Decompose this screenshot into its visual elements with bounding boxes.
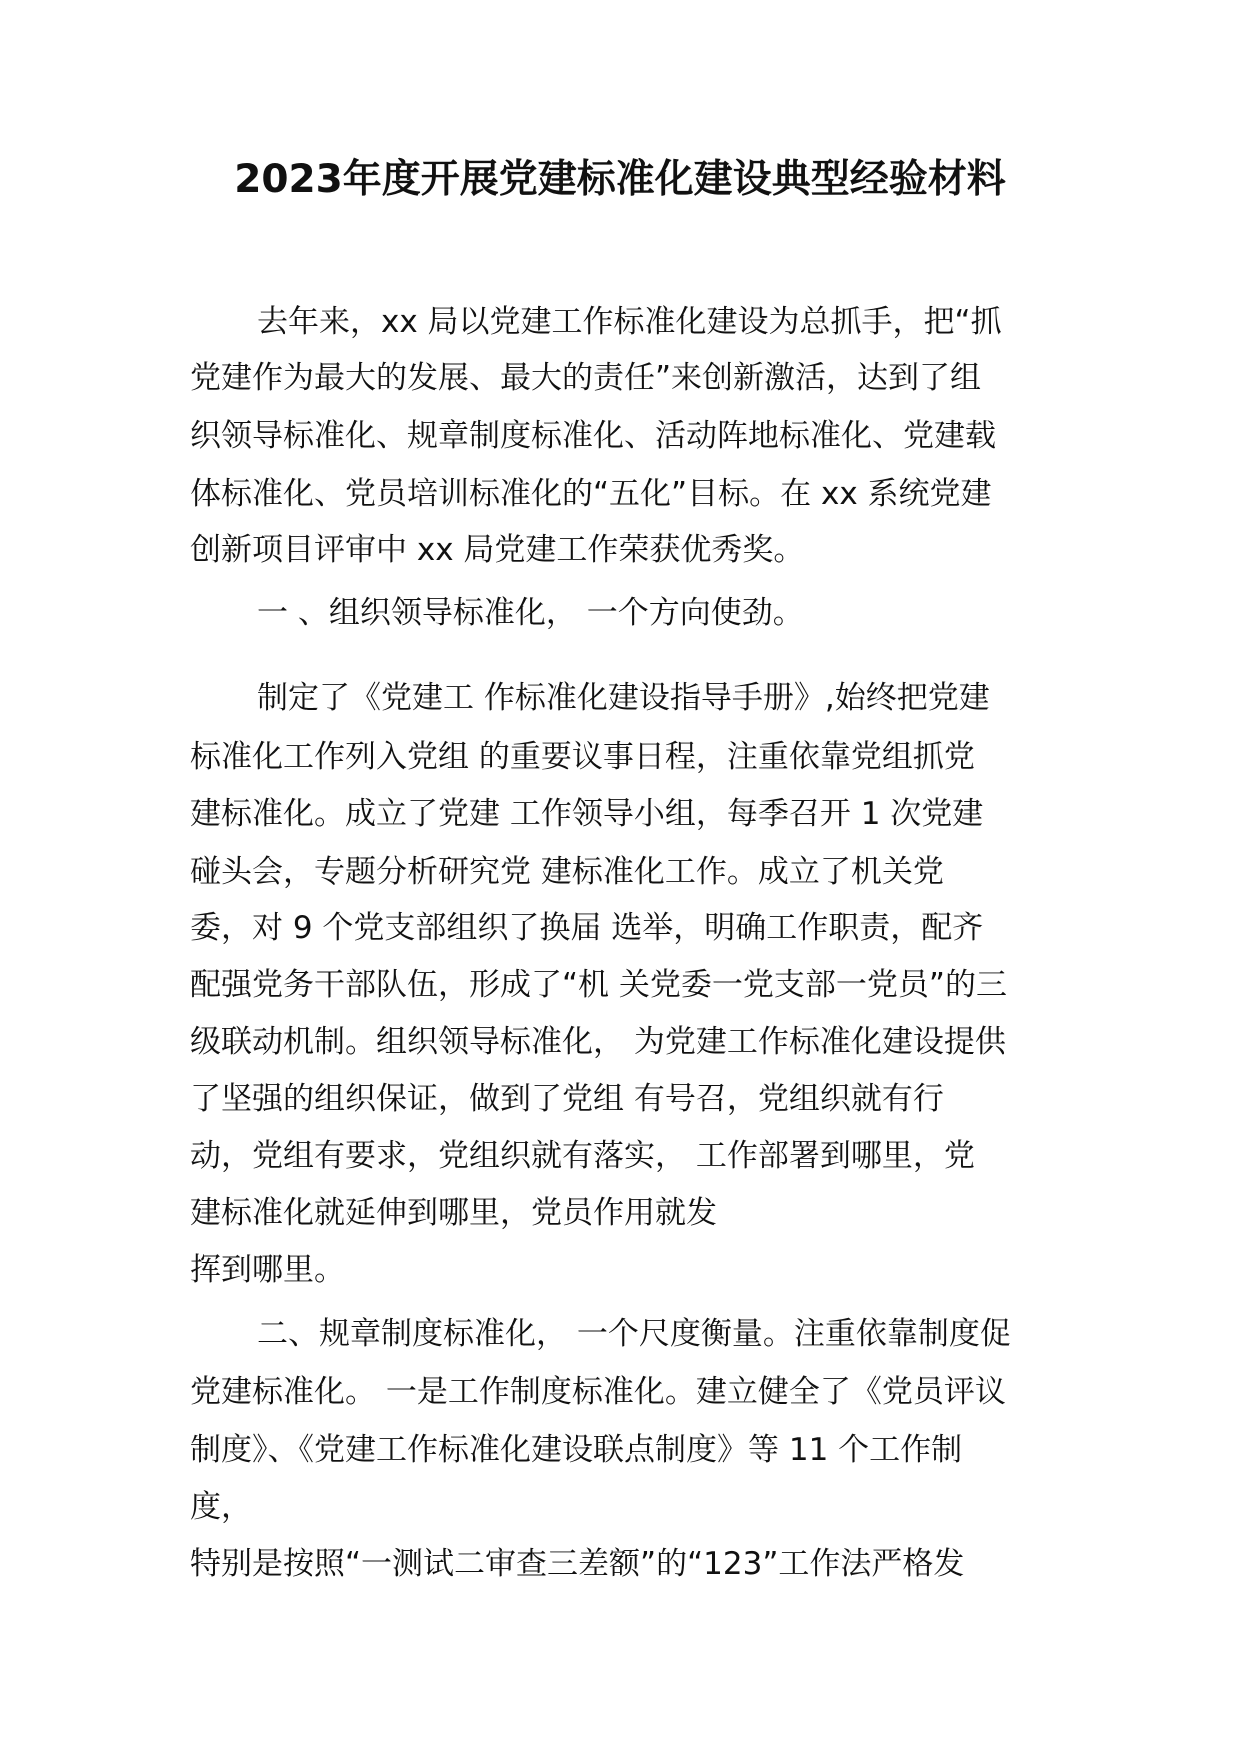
paragraph-line: 碰头会，专题分析研究党 建标准化工作。成立了机关党	[190, 854, 944, 890]
paragraph-line: 了坚强的组织保证，做到了党组 有号召，党组织就有行	[190, 1081, 944, 1117]
section-heading-1: 一 、组织领导标准化， 一个方向使劲。	[257, 595, 804, 631]
paragraph-line: 委，对 9 个党支部组织了换届 选举，明确工作职责，配齐	[190, 910, 984, 946]
paragraph-line: 党建标准化。 一是工作制度标准化。建立健全了《党员评议	[190, 1374, 1006, 1410]
paragraph-line: 制定了《党建工 作标准化建设指导手册》,始终把党建	[257, 680, 990, 716]
paragraph-line: 制度》、《党建工作标准化建设联点制度》等 11 个工作制	[190, 1432, 963, 1468]
paragraph-line: 创新项目评审中 xx 局党建工作荣获优秀奖。	[190, 532, 805, 568]
paragraph-line: 度，	[190, 1489, 252, 1525]
paragraph-line: 体标准化、党员培训标准化的“五化”目标。在 xx 系统党建	[190, 476, 992, 512]
paragraph-line: 挥到哪里。	[190, 1252, 345, 1288]
section-heading-2: 二、规章制度标准化， 一个尺度衡量。注重依靠制度促	[257, 1316, 1011, 1352]
document-title: 2023年度开展党建标准化建设典型经验材料	[234, 157, 1006, 202]
paragraph-line: 动，党组有要求，党组织就有落实， 工作部署到哪里，党	[190, 1138, 975, 1174]
paragraph-line: 特别是按照“一测试二审查三差额”的“123”工作法严格发	[190, 1546, 965, 1582]
paragraph-line: 建标准化。成立了党建 工作领导小组，每季召开 1 次党建	[190, 796, 984, 832]
paragraph-line: 建标准化就延伸到哪里，党员作用就发	[190, 1195, 717, 1231]
paragraph-line: 级联动机制。组织领导标准化， 为党建工作标准化建设提供	[190, 1024, 1006, 1060]
paragraph-line: 织领导标准化、规章制度标准化、活动阵地标准化、党建载	[190, 418, 996, 454]
paragraph-line: 配强党务干部队伍，形成了“机 关党委一党支部一党员”的三	[190, 967, 1007, 1003]
paragraph-line: 党建作为最大的发展、最大的责任”来创新激活，达到了组	[190, 360, 982, 396]
paragraph-line: 去年来，xx 局以党建工作标准化建设为总抓手，把“抓	[257, 304, 1002, 340]
paragraph-line: 标准化工作列入党组 的重要议事日程，注重依靠党组抓党	[190, 739, 975, 775]
